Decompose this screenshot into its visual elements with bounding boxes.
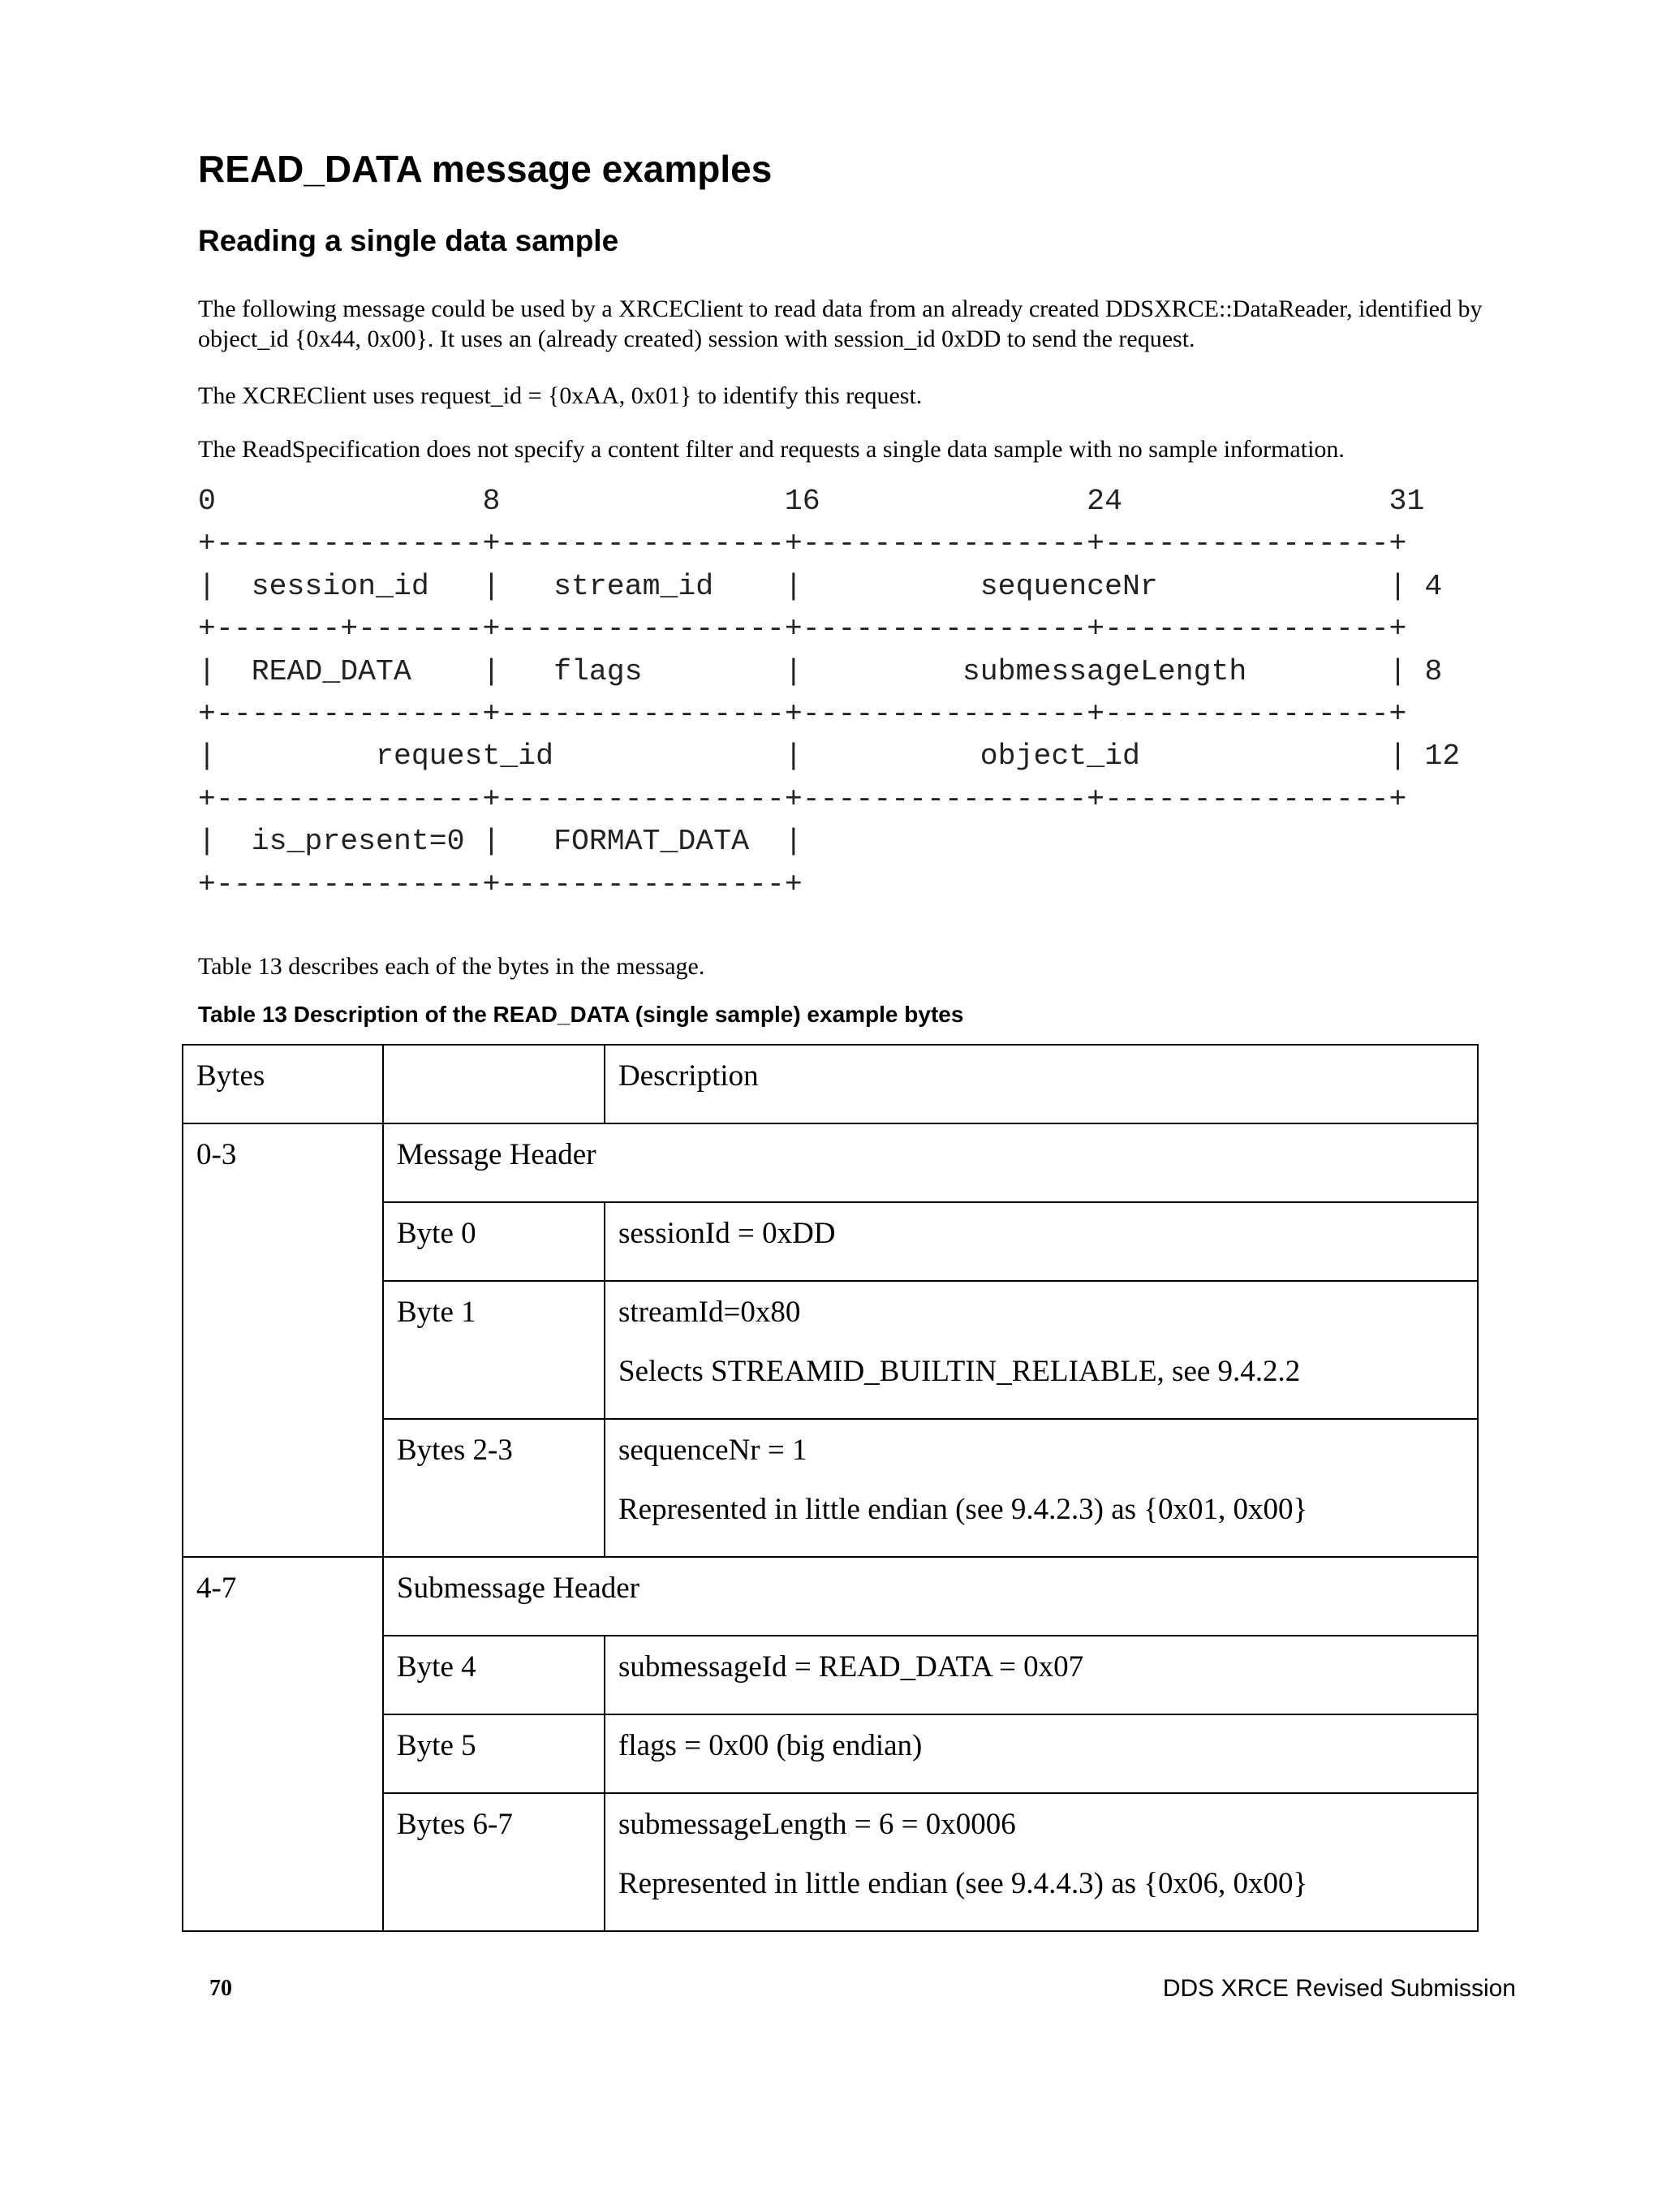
byte-cell: Bytes 6-7 (383, 1793, 605, 1931)
diagram-line: +-------+-------+----------------+----------------+----------------+ (198, 612, 1407, 646)
description-line: sequenceNr = 1 (618, 1434, 807, 1467)
diagram-line: +---------------+----------------+----------------+----------------+ (198, 782, 1407, 816)
description-cell (605, 1793, 1478, 1931)
paragraph-intro: The following message could be used by a XRCEClient to read data from an already created DDSXRCE::DataReader, identified by object_id {0x44, 0x00}. It uses an (already created) session with session_id 0xDD to send the request. (198, 295, 1483, 352)
description-line: Selects STREAMID_BUILTIN_RELIABLE, see 9.4.2.2 (618, 1355, 1301, 1388)
description-cell (605, 1281, 1478, 1419)
diagram-line: | is_present=0 | FORMAT_DATA | (198, 825, 803, 859)
table-row (183, 1557, 1478, 1636)
diagram-line: +---------------+----------------+----------------+----------------+ (198, 527, 1407, 561)
message-layout-diagram (198, 481, 1460, 906)
diagram-line: +---------------+----------------+----------------+----------------+ (198, 697, 1407, 731)
byte-cell: Byte 1 (383, 1281, 605, 1419)
diagram-line: 0 8 16 24 31 (198, 485, 1425, 518)
description-cell (605, 1419, 1478, 1557)
byte-cell: Byte 4 (383, 1636, 605, 1714)
paragraph-request-id: The XCREClient uses request_id = {0xAA, 0x01} to identify this request. (198, 382, 923, 409)
group-title-cell: Submessage Header (383, 1557, 1478, 1636)
description-cell (605, 1202, 1478, 1281)
description-line: Represented in little endian (see 9.4.4.3) as {0x06, 0x00} (618, 1867, 1308, 1900)
header-description: Description (605, 1045, 1478, 1123)
byte-cell: Bytes 2-3 (383, 1419, 605, 1557)
byte-range-cell: 4-7 (183, 1557, 383, 1931)
table-row (183, 1123, 1478, 1202)
diagram-line: | READ_DATA | flags | submessageLength | 8 (198, 654, 1443, 688)
page-number: 70 (209, 1976, 232, 2001)
header-bytes: Bytes (183, 1045, 383, 1123)
diagram-line: | request_id | object_id | 12 (198, 739, 1461, 774)
description-cell (605, 1714, 1478, 1793)
description-line: submessageLength = 6 = 0x0006 (618, 1808, 1016, 1841)
diagram-line: | session_id | stream_id | sequenceNr | 4 (198, 569, 1443, 603)
table-caption: Table 13 Description of the READ_DATA (single sample) example bytes (198, 1002, 964, 1027)
description-cell (605, 1636, 1478, 1714)
section-heading: READ_DATA message examples (198, 148, 773, 190)
diagram-line: +---------------+----------------+ (198, 867, 803, 901)
description-line: sessionId = 0xDD (618, 1217, 836, 1250)
byte-range-cell: 0-3 (183, 1123, 383, 1557)
table-intro: Table 13 describes each of the bytes in the message. (198, 953, 705, 980)
header-blank (383, 1045, 605, 1123)
description-line: Represented in little endian (see 9.4.2.3) as {0x01, 0x00} (618, 1493, 1308, 1526)
description-line: submessageId = READ_DATA = 0x07 (618, 1650, 1084, 1684)
subsection-heading: Reading a single data sample (198, 224, 619, 257)
table-header-row (183, 1045, 1478, 1123)
bytes-description-table (182, 1044, 1479, 1932)
paragraph-read-specification: The ReadSpecification does not specify a content filter and requests a single data sample with no sample information. (198, 436, 1345, 463)
byte-cell: Byte 5 (383, 1714, 605, 1793)
group-title-cell: Message Header (383, 1123, 1478, 1202)
description-line: streamId=0x80 (618, 1296, 801, 1329)
document-title: DDS XRCE Revised Submission (1162, 1975, 1516, 2002)
description-line: flags = 0x00 (big endian) (618, 1729, 923, 1762)
byte-cell: Byte 0 (383, 1202, 605, 1281)
